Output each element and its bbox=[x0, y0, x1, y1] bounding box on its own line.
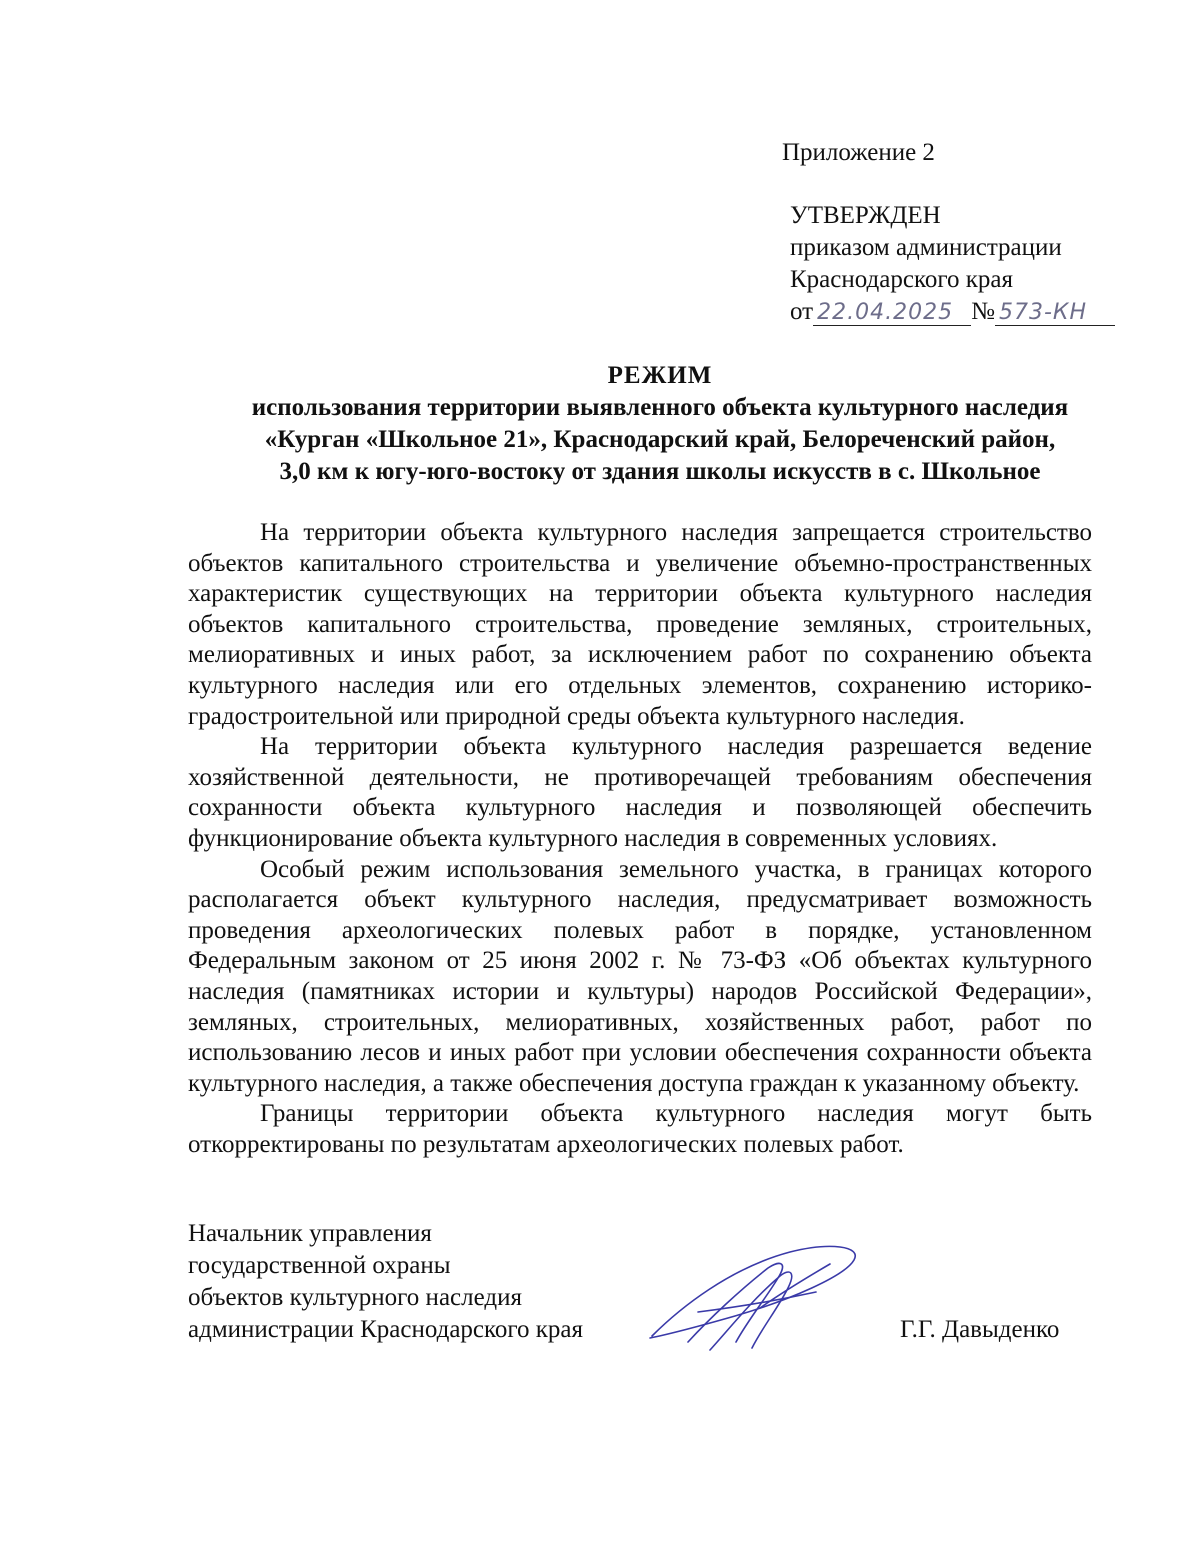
approval-line-1: УТВЕРЖДЕН bbox=[790, 202, 941, 229]
handwritten-signature bbox=[640, 1238, 870, 1358]
approval-block bbox=[790, 200, 1115, 328]
body-paragraph-2: На территории объекта культурного наследия разрешается ведение хозяйственной деятельности, не противоречащей требованиям обеспечения сохранности объекта культурного наследия и позволяющей обеспечить функционирование объекта культурного наследия в современных условиях. bbox=[188, 733, 1092, 852]
approval-line-2: приказом администрации bbox=[790, 234, 1062, 261]
document-body bbox=[188, 518, 1092, 1160]
body-paragraph-3: Особый режим использования земельного участка, в границах которого располагается объект культурного наследия, предусматривает возможность проведения археологических полевых работ в порядке, установленном Федеральным законом от 25 июня 2002 г. № 73-ФЗ «Об объектах культурного наследия (памятниках истории и культуры) народов Российской Федерации», земляных, строительных, мелиоративных, хозяйственных работ, работ по использованию лесов и иных работ при условии обеспечения сохранности объекта культурного наследия, а также обеспечения доступа граждан к указанному объекту. bbox=[188, 855, 1092, 1097]
signatory-role-line-4: администрации Краснодарского края bbox=[188, 1316, 584, 1343]
title-line-2: использования территории выявленного объекта культурного наследия bbox=[251, 394, 1069, 421]
appendix-label: Приложение 2 bbox=[782, 139, 935, 166]
signatory-role-line-1: Начальник управления bbox=[188, 1220, 432, 1247]
body-paragraph-4: Границы территории объекта культурного наследия могут быть откорректированы по результатам археологических полевых работ. bbox=[188, 1100, 1092, 1158]
signatory-name: Г.Г. Давыденко bbox=[900, 1316, 1060, 1343]
document-title bbox=[160, 360, 1160, 488]
signatory-role-line-2: государственной охраны bbox=[188, 1252, 451, 1279]
date-prefix: от bbox=[790, 298, 814, 325]
approval-date-line bbox=[790, 296, 1115, 328]
title-line-4: 3,0 км к югу-юго-востоку от здания школы искусств в с. Школьное bbox=[279, 458, 1041, 485]
signatory-role-line-3: объектов культурного наследия bbox=[188, 1284, 522, 1311]
handwritten-number: 573-КН bbox=[995, 301, 1115, 326]
body-paragraph-1: На территории объекта культурного наследия запрещается строительство объектов капитального строительства и увеличение объемно-пространственных характеристик существующих на территории объекта культурного наследия объектов капитального строительства, проведение земляных, строительных, мелиоративных и иных работ, за исключением работ по сохранению объекта культурного наследия или его отдельных элементов, сохранению историко-градостроительной или природной среды объекта культурного наследия. bbox=[188, 519, 1092, 730]
number-prefix: № bbox=[971, 298, 995, 325]
signatory-role bbox=[188, 1218, 583, 1346]
approval-line-3: Краснодарского края bbox=[790, 266, 1013, 293]
handwritten-date: 22.04.2025 bbox=[813, 301, 971, 326]
title-line-3: «Курган «Школьное 21», Краснодарский край, Белореченский район, bbox=[264, 426, 1056, 453]
title-line-1: РЕЖИМ bbox=[607, 362, 713, 389]
